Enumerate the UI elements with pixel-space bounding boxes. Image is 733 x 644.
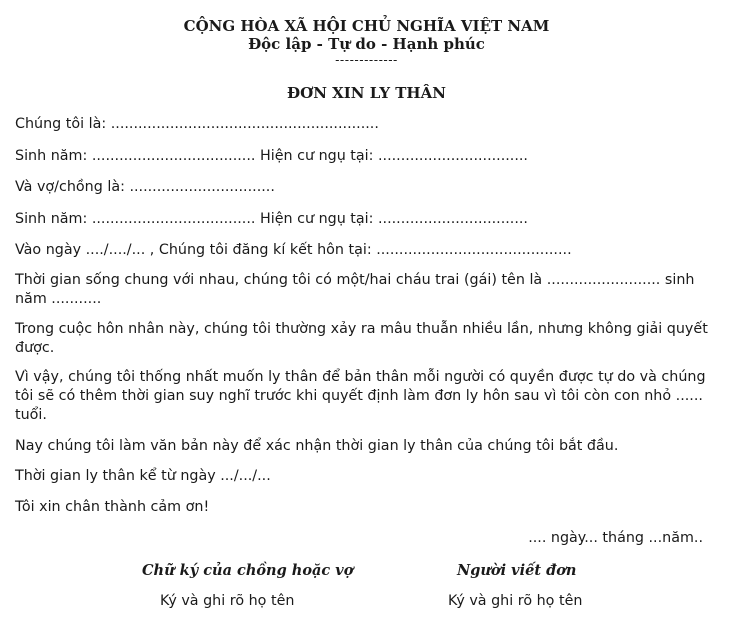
paragraph-start-date: Thời gian ly thân kể từ ngày .../.../...	[15, 468, 271, 484]
signature-right-title: Người viết đơn	[457, 562, 577, 579]
paragraph-conflict: Trong cuộc hôn nhân này, chúng tôi thường xảy ra mâu thuẫn nhiều lần, nhưng không giải quyết được.	[15, 321, 708, 356]
signature-left-title: Chữ ký của chồng hoặc vợ	[142, 562, 354, 579]
signature-left-note: Ký và ghi rõ họ tên	[160, 593, 295, 609]
field-spouse-birth-address: Sinh năm: .................................... Hiện cư ngụ tại: .................................	[15, 211, 528, 227]
paragraph-children: Thời gian sống chung với nhau, chúng tôi có một/hai cháu trai (gái) tên là ......................... sinh năm ...........	[15, 272, 695, 307]
date-place-line: .... ngày... tháng ...năm..	[528, 530, 703, 546]
field-applicant-name: Chúng tôi là: ...........................................................	[15, 116, 379, 132]
country-heading: CỘNG HÒA XÃ HỘI CHỦ NGHĨA VIỆT NAM	[183, 17, 550, 35]
paragraph-confirm: Nay chúng tôi làm văn bản này để xác nhận thời gian ly thân của chúng tôi bắt đầu.	[15, 438, 619, 454]
field-spouse-name: Và vợ/chồng là: ................................	[15, 179, 275, 195]
motto-heading: Độc lập - Tự do - Hạnh phúc	[248, 35, 485, 53]
signature-right-note: Ký và ghi rõ họ tên	[448, 593, 583, 609]
paragraph-thanks: Tôi xin chân thành cảm ơn!	[15, 499, 210, 515]
paragraph-reason: Vì vậy, chúng tôi thống nhất muốn ly thân để bản thân mỗi người có quyền được tự do và chúng tôi sẽ có thêm thời gian suy nghĩ trước khi quyết định làm đơn ly hôn sau vì tôi còn con nhỏ ...... tuổi.	[15, 369, 706, 423]
field-marriage-date: Vào ngày ..../..../... , Chúng tôi đăng kí kết hôn tại: ...........................................	[15, 242, 572, 258]
field-applicant-birth-address: Sinh năm: .................................... Hiện cư ngụ tại: .................................	[15, 148, 528, 164]
document-title: ĐƠN XIN LY THÂN	[287, 84, 446, 102]
header-divider: -------------	[335, 53, 398, 67]
